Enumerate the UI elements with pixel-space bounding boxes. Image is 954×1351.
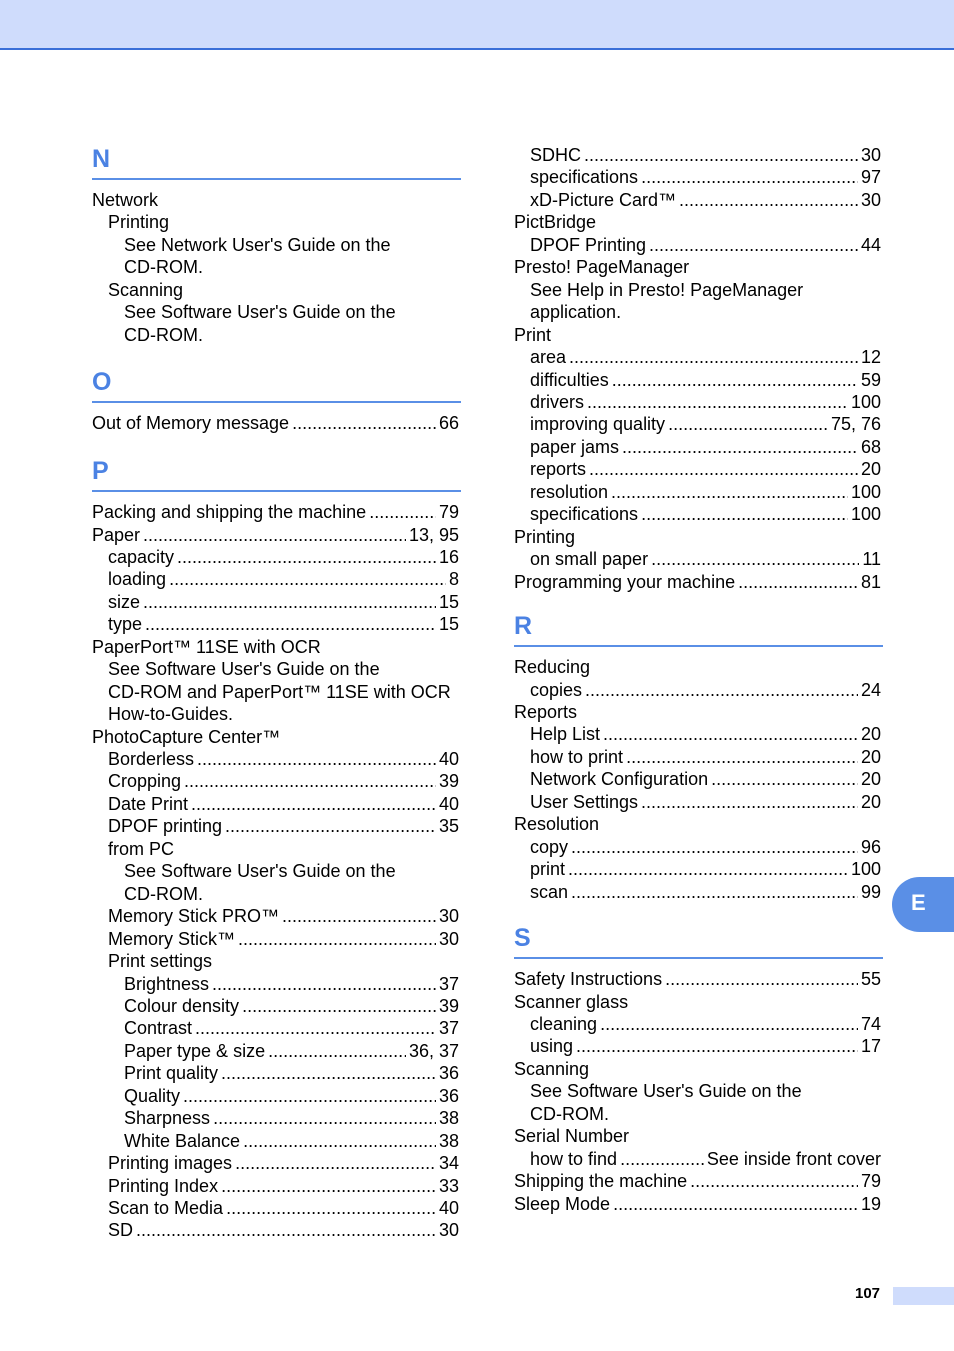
index-entry — [514, 211, 881, 234]
index-entry-page[interactable]: 12 — [860, 347, 881, 367]
index-entry — [92, 905, 459, 928]
index-entry-term: size — [108, 591, 141, 612]
index-entry-term: improving quality — [530, 414, 666, 435]
index-entry — [92, 234, 459, 257]
index-entry-term: See Network User's Guide on the — [124, 234, 391, 255]
index-entry-page[interactable]: 39 — [438, 995, 459, 1016]
dot-leader — [568, 858, 848, 881]
section-letter-o: O — [92, 368, 112, 396]
index-entry-page[interactable]: 33 — [438, 1175, 459, 1196]
dot-leader — [641, 166, 858, 189]
index-entry-page[interactable]: 13, 95 — [408, 524, 459, 545]
dot-leader — [184, 770, 436, 793]
index-entry-term: Scan to Media — [108, 1197, 224, 1218]
dot-leader — [571, 881, 858, 904]
index-entry — [92, 1130, 459, 1153]
index-entry-page[interactable]: 11 — [862, 549, 881, 570]
index-entry — [514, 481, 881, 504]
index-entry — [92, 1197, 459, 1220]
section-divider — [514, 645, 883, 647]
dot-leader — [651, 548, 859, 571]
index-entry — [514, 881, 881, 904]
section-letter-n: N — [92, 145, 111, 173]
index-entry-term: Presto! PageManager — [514, 257, 690, 278]
dot-leader — [612, 369, 858, 392]
index-entry-page[interactable]: 100 — [850, 391, 881, 412]
index-entry-term: print — [530, 859, 566, 879]
index-entry — [92, 726, 459, 749]
index-entry — [514, 679, 881, 702]
index-entry-term: Safety Instructions — [514, 969, 663, 989]
index-entry-page[interactable]: 96 — [860, 836, 881, 857]
index-entry — [92, 279, 459, 302]
index-entry — [514, 1125, 881, 1148]
index-entry-page[interactable]: 20 — [860, 459, 881, 480]
index-entry-page[interactable]: 15 — [438, 591, 459, 612]
dot-leader — [221, 1062, 436, 1085]
index-entry-page[interactable]: 44 — [860, 234, 881, 255]
index-entry — [92, 703, 459, 726]
dot-leader — [738, 571, 858, 594]
dot-leader — [136, 1219, 436, 1242]
index-entry-term: application. — [530, 302, 622, 323]
index-entry-term: paper jams — [530, 436, 620, 457]
index-entry-term: Printing images — [108, 1153, 233, 1173]
section-divider — [92, 178, 461, 180]
index-entry-page[interactable]: 36 — [438, 1063, 459, 1084]
index-entry — [514, 968, 881, 991]
index-entry-page[interactable]: 8 — [448, 569, 459, 590]
dot-leader — [143, 591, 436, 614]
index-entry-term: Memory Stick™ — [108, 928, 236, 949]
index-entry-term: Scanner glass — [514, 991, 629, 1012]
dot-leader — [611, 481, 848, 504]
index-entry-term: CD-ROM and PaperPort™ 11SE with OCR — [108, 681, 451, 702]
index-entry-page[interactable]: 37 — [438, 973, 459, 994]
dot-leader — [143, 524, 406, 547]
index-entry-page[interactable]: 39 — [438, 771, 459, 792]
index-entry — [92, 883, 459, 906]
index-entry-term: how to find — [530, 1148, 618, 1169]
index-entry-term: from PC — [108, 838, 175, 859]
index-entry — [514, 458, 881, 481]
index-entry — [514, 301, 881, 324]
index-entry — [514, 166, 881, 189]
dot-leader — [589, 458, 858, 481]
index-entry-term: SD — [108, 1220, 134, 1241]
page-number-bar — [893, 1287, 954, 1305]
section-divider — [92, 401, 461, 403]
index-entry-term: See Software User's Guide on the — [530, 1081, 802, 1102]
dot-leader — [626, 746, 858, 769]
index-entry — [514, 991, 881, 1014]
index-entry — [514, 701, 881, 724]
index-entry-term: specifications — [530, 504, 639, 525]
index-entry — [92, 658, 459, 681]
index-entry-page[interactable]: 20 — [860, 769, 881, 790]
index-entry — [92, 950, 459, 973]
section-divider — [92, 490, 461, 492]
index-entry — [92, 189, 459, 212]
index-entry-term: SDHC — [530, 145, 582, 165]
index-entry-term: copies — [530, 679, 583, 700]
index-entry-term: Brightness — [124, 973, 210, 994]
dot-leader — [690, 1170, 858, 1193]
index-entry-term: loading — [108, 569, 167, 590]
dot-leader — [238, 928, 436, 951]
index-entry-page[interactable]: 100 — [850, 859, 881, 879]
index-entry — [92, 1017, 459, 1040]
index-entry — [92, 1040, 459, 1063]
index-entry — [92, 324, 459, 347]
dot-leader — [369, 501, 436, 524]
index-entry — [514, 436, 881, 459]
index-entry-term: area — [530, 347, 567, 367]
index-entry-page[interactable]: 74 — [860, 1013, 881, 1034]
index-entry-term: Paper type & size — [124, 1040, 266, 1061]
dot-leader — [213, 1107, 436, 1130]
index-entry-term: Cropping — [108, 771, 182, 792]
index-entry-page[interactable]: 30 — [860, 145, 881, 165]
index-entry — [92, 1152, 459, 1175]
index-entry — [92, 546, 459, 569]
index-entry-page[interactable]: 34 — [438, 1153, 459, 1173]
index-entry-term: Resolution — [514, 814, 600, 835]
index-entry-term: Quality — [124, 1085, 181, 1106]
index-entry-page[interactable]: 97 — [860, 167, 881, 188]
index-entry-page[interactable]: 68 — [860, 436, 881, 457]
index-entry — [514, 723, 881, 746]
index-entry — [514, 503, 881, 526]
section-divider — [514, 957, 883, 959]
index-entry — [514, 324, 881, 347]
index-entry-term: cleaning — [530, 1013, 598, 1034]
index-entry-term: Borderless — [108, 749, 195, 769]
index-entry-term: Sharpness — [124, 1108, 211, 1129]
index-entry-term: Sleep Mode — [514, 1193, 611, 1214]
index-entry-term: xD-Picture Card™ — [530, 189, 677, 210]
index-entry-term: See Software User's Guide on the — [108, 659, 380, 680]
index-entry — [514, 1013, 881, 1036]
index-entry-term: Scanning — [108, 279, 184, 300]
index-entry-page[interactable]: 40 — [438, 1197, 459, 1218]
dot-leader — [665, 968, 858, 991]
index-entry-term: copy — [530, 836, 569, 857]
index-entry — [92, 973, 459, 996]
dot-leader — [622, 436, 858, 459]
dot-leader — [212, 973, 436, 996]
index-entry-page[interactable]: 20 — [860, 746, 881, 767]
index-entry — [514, 391, 881, 414]
dot-leader — [243, 1130, 436, 1153]
index-entry — [92, 1062, 459, 1085]
index-entry-term: Network — [92, 190, 159, 210]
index-entry — [92, 838, 459, 861]
index-entry-term: difficulties — [530, 369, 609, 390]
index-entry — [514, 144, 881, 167]
index-entry-page[interactable]: 20 — [860, 791, 881, 812]
index-entry-term: specifications — [530, 167, 639, 188]
index-entry-page[interactable]: 30 — [438, 1220, 459, 1241]
index-entry-term: Printing — [108, 212, 170, 233]
index-entry-term: White Balance — [124, 1130, 241, 1151]
index-entry — [514, 858, 881, 881]
index-entry — [514, 346, 881, 369]
page-number: 107 — [855, 1285, 881, 1302]
index-entry-page[interactable]: 30 — [860, 189, 881, 210]
dot-leader — [177, 546, 436, 569]
index-entry-page[interactable]: 79 — [860, 1171, 881, 1191]
index-entry — [514, 656, 881, 679]
dot-leader — [225, 815, 436, 838]
index-entry — [92, 256, 459, 279]
index-entry-term: Contrast — [124, 1018, 193, 1039]
index-entry-page[interactable]: 15 — [438, 614, 459, 635]
index-entry — [92, 770, 459, 793]
dot-leader — [183, 1085, 436, 1108]
index-entry — [514, 836, 881, 859]
dot-leader — [576, 1035, 858, 1058]
dot-leader — [585, 679, 858, 702]
section-letter-p: P — [92, 457, 109, 485]
index-entry-term: Colour density — [124, 995, 240, 1016]
index-entry — [92, 1219, 459, 1242]
index-entry-term: Print quality — [124, 1063, 219, 1084]
dot-leader — [649, 234, 858, 257]
chapter-tab-letter: E — [911, 890, 926, 915]
index-entry-page[interactable]: 40 — [438, 793, 459, 814]
index-entry-term: scan — [530, 881, 569, 902]
index-entry-page[interactable]: 19 — [860, 1193, 881, 1214]
index-entry — [92, 860, 459, 883]
dot-leader — [641, 791, 858, 814]
index-entry-term: Printing Index — [108, 1175, 219, 1196]
index-entry-term: PictBridge — [514, 212, 597, 233]
index-entry-page[interactable]: 75, 76 — [830, 414, 881, 435]
index-entry — [514, 791, 881, 814]
index-entry-page[interactable]: 38 — [438, 1130, 459, 1151]
index-entry-term: Date Print — [108, 793, 189, 814]
index-entry-page[interactable]: 24 — [860, 679, 881, 700]
dot-leader — [711, 768, 858, 791]
index-entry-term: See Software User's Guide on the — [124, 861, 396, 882]
dot-leader — [226, 1197, 436, 1220]
dot-leader — [613, 1193, 858, 1216]
dot-leader — [235, 1152, 436, 1175]
index-entry — [92, 211, 459, 234]
dot-leader — [620, 1148, 704, 1171]
index-entry-page[interactable]: 16 — [438, 546, 459, 567]
index-entry-page[interactable]: 36, 37 — [408, 1040, 459, 1061]
index-entry-page[interactable]: 99 — [860, 881, 881, 902]
index-entry — [92, 591, 459, 614]
index-entry — [514, 746, 881, 769]
index-entry-term: Out of Memory message — [92, 413, 290, 433]
index-entry — [514, 526, 881, 549]
index-entry-term: Shipping the machine — [514, 1171, 688, 1191]
dot-leader — [668, 413, 828, 436]
index-entry-term: PaperPort™ 11SE with OCR — [92, 636, 321, 657]
index-entry-term: how to print — [530, 746, 624, 767]
index-entry — [92, 995, 459, 1018]
index-entry-page[interactable]: 55 — [860, 969, 881, 989]
index-entry-page[interactable]: 81 — [860, 571, 881, 592]
index-entry — [514, 1058, 881, 1081]
dot-leader — [191, 793, 436, 816]
index-entry — [92, 928, 459, 951]
dot-leader — [195, 1017, 436, 1040]
index-entry-term: reports — [530, 459, 587, 480]
index-entry — [92, 501, 459, 524]
index-entry — [514, 813, 881, 836]
index-entry — [92, 613, 459, 636]
dot-leader — [221, 1175, 436, 1198]
index-entry — [514, 1148, 881, 1171]
dot-leader — [584, 144, 858, 167]
index-entry — [514, 279, 881, 302]
index-entry — [92, 793, 459, 816]
index-entry — [514, 1035, 881, 1058]
index-entry — [92, 301, 459, 324]
index-entry-term: PhotoCapture Center™ — [92, 726, 281, 747]
index-entry-page[interactable]: 59 — [860, 369, 881, 390]
index-entry-term: using — [530, 1036, 574, 1057]
index-entry-term: resolution — [530, 481, 609, 502]
index-entry-term: See Software User's Guide on the — [124, 302, 396, 323]
index-entry — [92, 412, 459, 435]
index-entry-page[interactable]: 30 — [438, 928, 459, 949]
index-entry — [514, 189, 881, 212]
header-bar — [0, 0, 954, 50]
index-entry-term: Serial Number — [514, 1126, 630, 1147]
index-entry-page[interactable]: 35 — [438, 816, 459, 837]
dot-leader — [587, 391, 848, 414]
index-entry — [92, 681, 459, 704]
index-entry — [514, 256, 881, 279]
index-entry-page[interactable]: 30 — [438, 906, 459, 927]
index-entry — [514, 1170, 881, 1193]
index-entry-term: Memory Stick PRO™ — [108, 906, 280, 927]
index-entry-term: Help List — [530, 724, 601, 745]
index-entry-term: on small paper — [530, 549, 649, 570]
index-entry-page[interactable]: 40 — [438, 749, 459, 769]
index-entry-term: CD-ROM. — [124, 324, 203, 345]
index-entry — [514, 571, 881, 594]
index-entry-page[interactable]: 37 — [438, 1018, 459, 1039]
dot-leader — [641, 503, 848, 526]
index-entry-term: Reducing — [514, 657, 591, 677]
index-entry-term: type — [108, 614, 143, 635]
index-entry-term: Reports — [514, 701, 578, 722]
index-entry-term: drivers — [530, 391, 585, 412]
index-entry-term: Scanning — [514, 1058, 590, 1079]
dot-leader — [603, 723, 858, 746]
section-letter-s: S — [514, 924, 531, 952]
index-entry-term: DPOF Printing — [530, 234, 647, 255]
index-entry-page[interactable]: 79 — [438, 502, 459, 522]
index-entry — [514, 1103, 881, 1126]
dot-leader — [679, 189, 858, 212]
index-entry — [514, 1080, 881, 1103]
section-letter-r: R — [514, 612, 533, 640]
index-entry — [92, 815, 459, 838]
chapter-tab[interactable] — [892, 877, 954, 932]
index-entry-page[interactable]: See inside front cover — [706, 1148, 881, 1169]
index-entry — [92, 568, 459, 591]
index-entry-page[interactable]: 17 — [860, 1036, 881, 1057]
index-entry — [92, 524, 459, 547]
index-entry-page[interactable]: 100 — [850, 481, 881, 502]
index-entry-term: DPOF printing — [108, 816, 223, 837]
index-entry — [514, 548, 881, 571]
index-entry-term: capacity — [108, 546, 175, 567]
dot-leader — [197, 748, 436, 771]
dot-leader — [292, 412, 436, 435]
index-entry-page[interactable]: 66 — [438, 413, 459, 433]
index-entry — [92, 1175, 459, 1198]
index-entry-page[interactable]: 20 — [860, 724, 881, 745]
index-entry-page[interactable]: 36 — [438, 1085, 459, 1106]
index-entry — [514, 369, 881, 392]
index-entry — [92, 1085, 459, 1108]
index-entry-term: CD-ROM. — [530, 1103, 609, 1124]
index-entry — [514, 768, 881, 791]
index-entry-page[interactable]: 100 — [850, 504, 881, 525]
index-entry-term: Print — [514, 324, 552, 345]
dot-leader — [268, 1040, 406, 1063]
index-entry — [92, 1107, 459, 1130]
index-entry — [92, 748, 459, 771]
index-entry-term: Paper — [92, 524, 141, 545]
index-entry-term: Print settings — [108, 951, 213, 971]
index-entry — [514, 1193, 881, 1216]
dot-leader — [569, 346, 858, 369]
index-entry-term: CD-ROM. — [124, 883, 203, 904]
dot-leader — [571, 836, 858, 859]
index-entry-term: Printing — [514, 526, 576, 547]
dot-leader — [600, 1013, 858, 1036]
dot-leader — [242, 995, 436, 1018]
dot-leader — [282, 905, 436, 928]
index-entry — [514, 234, 881, 257]
index-entry-page[interactable]: 38 — [438, 1108, 459, 1129]
index-entry-term: CD-ROM. — [124, 257, 203, 278]
index-entry-term: How-to-Guides. — [108, 704, 234, 724]
index-entry-term: See Help in Presto! PageManager — [530, 279, 804, 300]
index-entry-term: Programming your machine — [514, 571, 736, 592]
index-entry — [514, 413, 881, 436]
dot-leader — [169, 568, 446, 591]
dot-leader — [145, 613, 436, 636]
index-entry-term: User Settings — [530, 791, 639, 812]
index-entry-term: Packing and shipping the machine — [92, 502, 367, 522]
index-entry-term: Network Configuration — [530, 769, 709, 790]
index-entry — [92, 636, 459, 659]
